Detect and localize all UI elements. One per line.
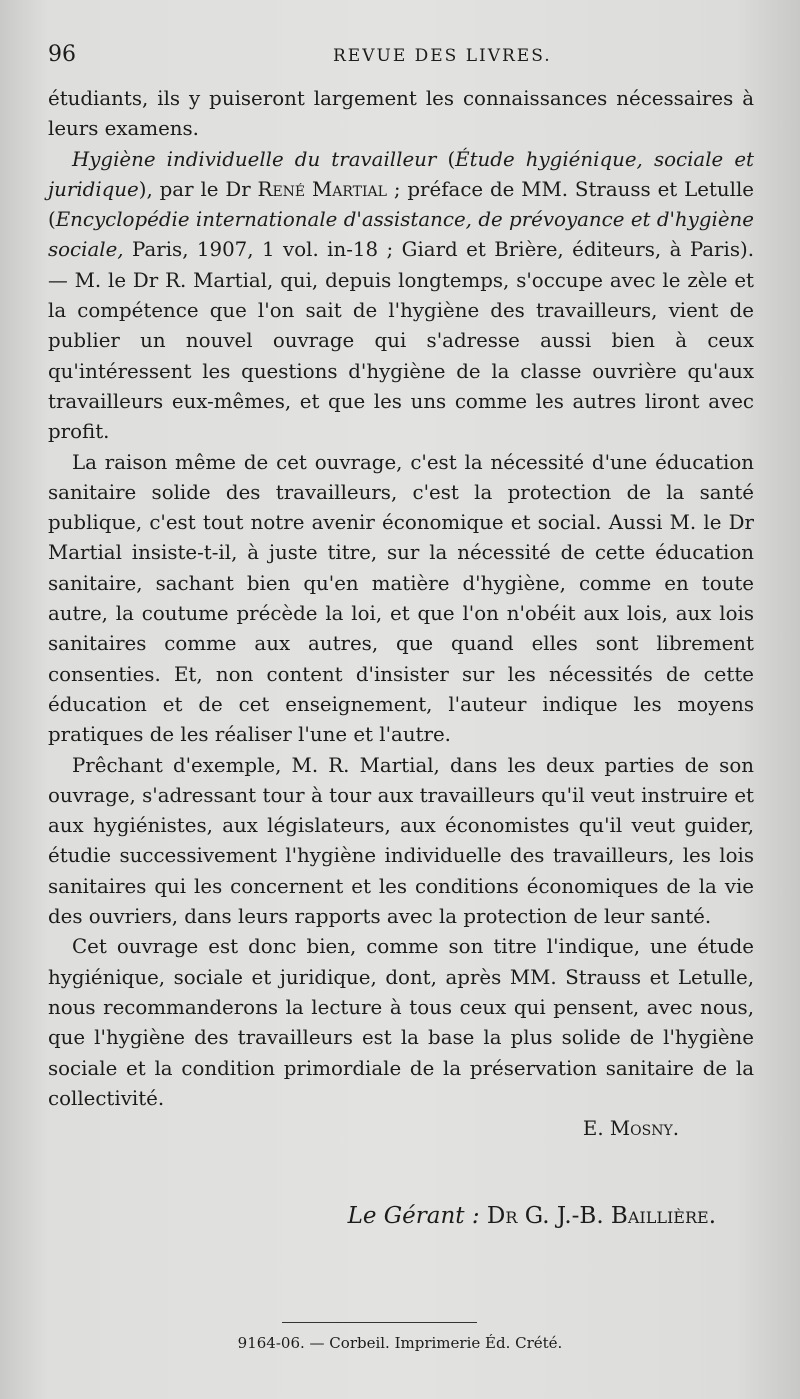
paragraph: La raison même de cet ouvrage, c'est la nécessité d'une éducation sanitaire solide des travailleurs, c'est la protection de la santé publique, c'est tout notre avenir économique et social. Aussi M. le Dr Martial insiste-t-il, à juste titre, sur la nécessité de cette éducation sanitaire, sachant bien qu'en matière d'hygiène, comme en toute autre, la coutume précède la loi, et que l'on n'obéit aux lois, aux lois sanitaires comme aux autres, que quand elles sont librement consenties. Et, non content d'insister sur les nécessités de cette éducation et de cet enseignement, l'auteur indique les moyens pratiques de les réaliser l'une et l'autre. bbox=[48, 450, 754, 747]
review-signature: E. Mosny. bbox=[582, 1117, 679, 1141]
gerant-line bbox=[48, 1203, 716, 1229]
gerant-name: Dr G. J.-B. Baillière. bbox=[479, 1203, 716, 1229]
page-header bbox=[48, 42, 753, 74]
printer-imprint: 9164-06. — Corbeil. Imprimerie Éd. Crété. bbox=[237, 1334, 563, 1352]
book-author: René Martial bbox=[257, 177, 387, 201]
gerant-label: Le Gérant : bbox=[347, 1203, 480, 1229]
book-subtitle: Étude hygiénique, sociale et juridique bbox=[48, 147, 754, 201]
paragraph: Prêchant d'exemple, M. R. Martial, dans les deux parties de son ouvrage, s'adressant tour à tour aux travailleurs qu'il veut instruire et aux hygiénistes, aux législateurs, aux économistes qu'il veut guider, étudie successivement l'hygiène individuelle des travailleurs, les lois sanitaires qui les concernent et les conditions économiques de la vie des ouvriers, dans leurs rapports avec la protection de leur santé. bbox=[48, 753, 754, 929]
text-run: ( bbox=[436, 147, 456, 171]
paragraph-continuation: étudiants, ils y puiseront largement les connaissances nécessaires à leurs examens. bbox=[48, 87, 754, 141]
text-run: ), par le Dr bbox=[138, 177, 258, 201]
book-title: Hygiène individuelle du travailleur bbox=[72, 147, 437, 171]
footer-rule bbox=[282, 1322, 477, 1323]
running-title: REVUE DES LIVRES. bbox=[333, 46, 552, 66]
review-text bbox=[48, 84, 754, 1144]
text-run: Paris, 1907, 1 vol. in-18 ; Giard et Brière, éditeurs, à Paris). — M. le Dr R. Martial, qui, depuis longtemps, s'occupe avec le zèle et la compétence que l'on sait de l'hygiène des travailleurs, vient de publier un nouvel ouvrage qui s'adresse aussi bien à ceux qu'intéressent les questions d'hygiène de la classe ouvrière qu'aux travailleurs eux-mêmes, et que les uns comme les autres liront avec profit. bbox=[48, 238, 754, 444]
text-run: ; préface de MM. Strauss et Letulle ( bbox=[48, 177, 754, 232]
paragraph: Cet ouvrage est donc bien, comme son titre l'indique, une étude hygiénique, sociale et juridique, dont, après MM. Strauss et Letulle, nous recommanderons la lecture à tous ceux qui pensent, avec nous, que l'hygiène des travailleurs est la base la plus solide de l'hygiène sociale et la condition primordiale de la préservation sanitaire de la collectivité. bbox=[48, 935, 754, 1110]
page-number: 96 bbox=[48, 42, 76, 67]
book-collection: Encyclopédie internationale d'assistance, de prévoyance et d'hygiène sociale, bbox=[48, 208, 754, 262]
paragraph-book-entry bbox=[48, 145, 754, 448]
